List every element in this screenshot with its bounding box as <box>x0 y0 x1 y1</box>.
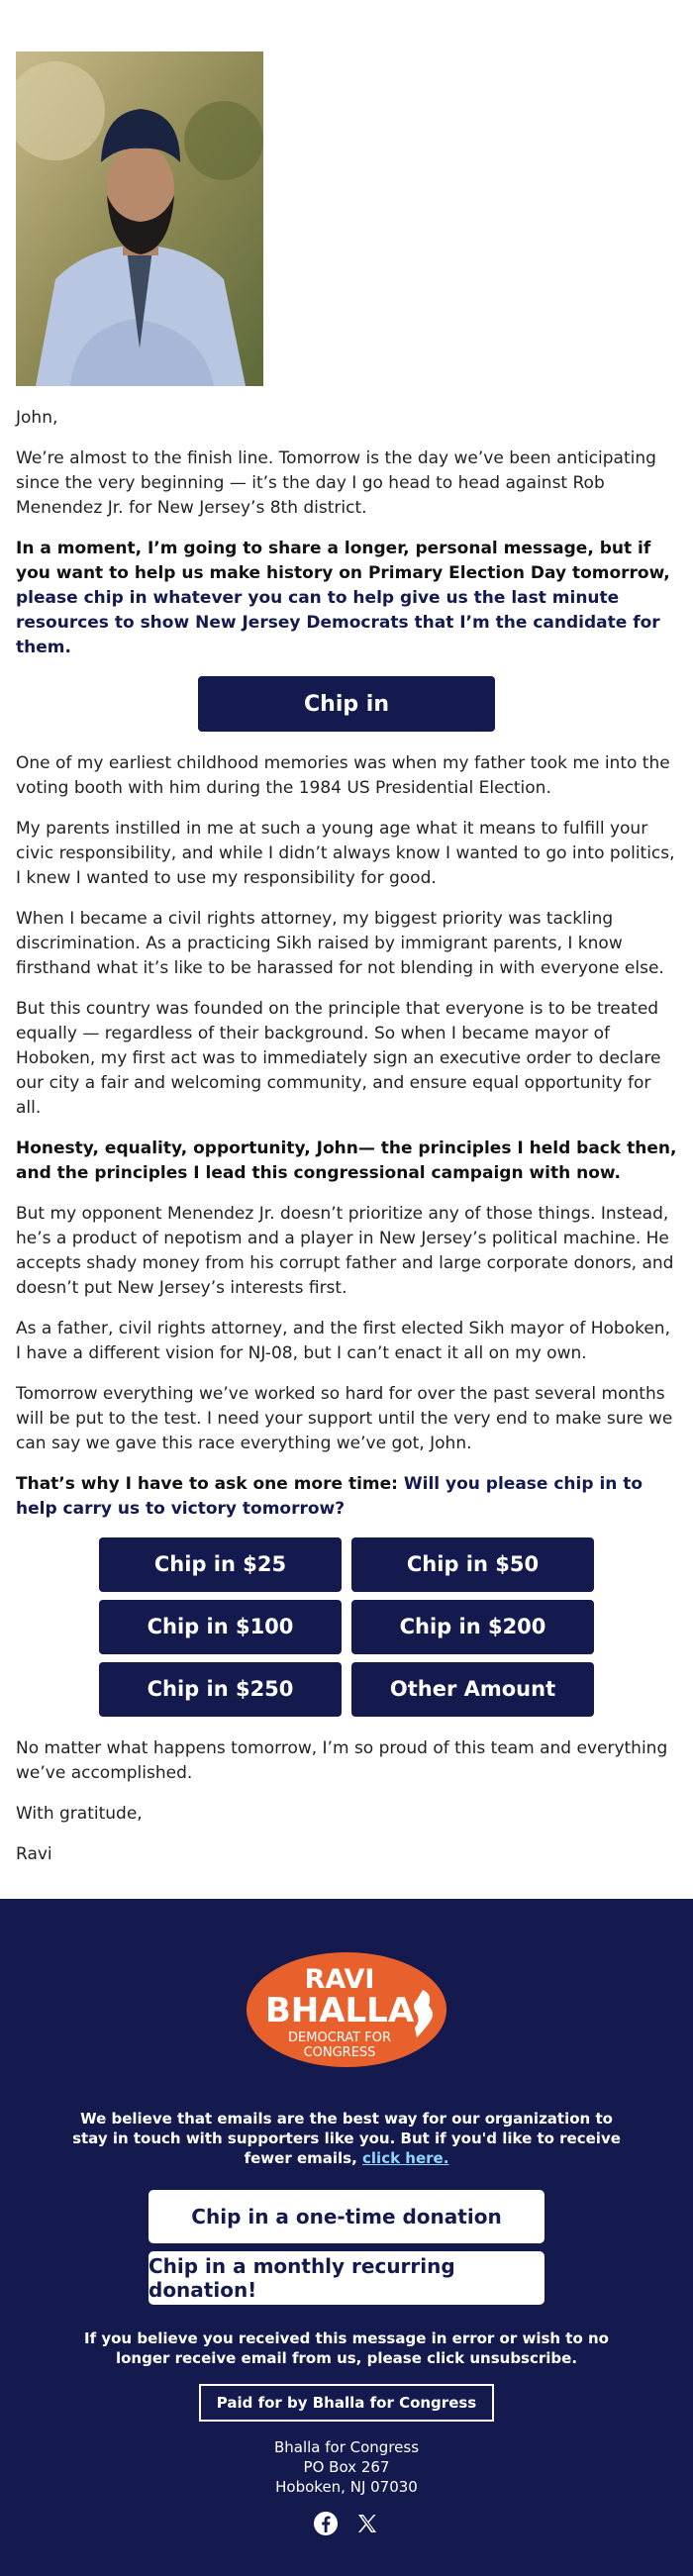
greeting: John, <box>16 408 58 428</box>
fewer-emails-link[interactable]: click here. <box>362 2149 449 2167</box>
signoff: With gratitude, <box>16 1804 143 1824</box>
final-ask-bold-text: That’s why I have to ask one more time: <box>16 1474 404 1494</box>
paragraph-intro: We’re almost to the finish line. Tomorrow is the day we’ve been anticipating since the very beginning — it’s the day I go head to head against Rob Menendez Jr. for New Jersey’s 8th district. <box>16 448 656 518</box>
paragraph-ask <box>16 537 677 660</box>
paragraph-equality: But this country was founded on the principle that everyone is to be treated equally — regardless of their background. So when I became mayor of Hoboken, my first act was to immediately sign an executive order to declare our city a fair and welcoming community, and ensure equal opportunity for all. <box>16 999 661 1118</box>
paragraph-childhood: One of my earliest childhood memories was when my father took me into the voting booth with him during the 1984 US Presidential Election. <box>16 753 670 798</box>
paragraph-opponent: But my opponent Menendez Jr. doesn’t prioritize any of those things. Instead, he’s a product of nepotism and a player in New Jersey’s political machine. He accepts shady money from his corrupt father and large corporate donors, and doesn’t put New Jersey’s interests first. <box>16 1204 674 1298</box>
logo-ravi: RAVI <box>304 1964 375 1995</box>
x-twitter-icon[interactable] <box>354 2511 380 2536</box>
other-amount-button[interactable]: Other Amount <box>351 1662 594 1717</box>
facebook-icon[interactable] <box>313 2511 339 2536</box>
chip-in-wrapper <box>16 676 677 732</box>
chip-in-100-button[interactable]: Chip in $100 <box>99 1600 342 1654</box>
signature: Ravi <box>16 1844 52 1864</box>
chip-in-50-button[interactable]: Chip in $50 <box>351 1537 594 1592</box>
address-line-2: PO Box 267 <box>303 2458 390 2476</box>
mailing-address <box>274 2437 419 2497</box>
unsubscribe-note[interactable]: If you believe you received this message in error or wish to no longer receive email from us, please click unsubscribe. <box>84 2329 609 2367</box>
chip-in-200-button[interactable]: Chip in $200 <box>351 1600 594 1654</box>
ask-bold-text: In a moment, I’m going to share a longer, personal message, but if you want to help us make history on Primary Election Day tomorrow, <box>16 539 670 583</box>
campaign-logo <box>245 1950 448 2069</box>
candidate-portrait <box>16 51 263 386</box>
paid-for-disclaimer: Paid for by Bhalla for Congress <box>199 2384 494 2422</box>
logo-democrat-for: DEMOCRAT FOR <box>288 2031 391 2045</box>
final-ask-link-text[interactable]: Will you please chip in to help carry us to victory tomorrow? <box>16 1474 644 1519</box>
paragraph-principles: Honesty, equality, opportunity, John— the principles I held back then, and the principles I lead this congressional campaign with now. <box>16 1139 677 1183</box>
paragraph-closing: No matter what happens tomorrow, I’m so proud of this team and everything we’ve accomplished. <box>16 1738 668 1783</box>
one-time-donation-button[interactable]: Chip in a one-time donation <box>148 2190 544 2243</box>
chip-in-250-button[interactable]: Chip in $250 <box>99 1662 342 1717</box>
chip-in-25-button[interactable]: Chip in $25 <box>99 1537 342 1592</box>
logo-bhalla: BHALLA <box>264 1991 415 2031</box>
address-line-3: Hoboken, NJ 07030 <box>275 2478 418 2496</box>
email-preferences-text: We believe that emails are the best way for our organization to stay in touch with supporters like you. But if you'd like to receive fewer emails, <box>72 2110 621 2167</box>
social-links <box>313 2511 380 2536</box>
paragraph-tomorrow: Tomorrow everything we’ve worked so hard for over the past several months will be put to the test. I need your support until the very end to make sure we can say we gave this race everything we’ve got, John. <box>16 1384 673 1453</box>
paragraph-vision: As a father, civil rights attorney, and the first elected Sikh mayor of Hoboken, I have a different vision for NJ-08, but I can’t enact it all on my own. <box>16 1319 670 1363</box>
logo-congress: CONGRESS <box>303 2045 376 2060</box>
address-line-1: Bhalla for Congress <box>273 2438 420 2456</box>
email-preferences-note <box>69 2109 624 2168</box>
paragraph-final-ask <box>16 1472 677 1522</box>
paragraph-parents: My parents instilled in me at such a young age what it means to fulfill your civic responsibility, and while I didn’t always know I wanted to go into politics, I knew I wanted to use my responsibility for good. <box>16 819 675 888</box>
paragraph-civil-rights: When I became a civil rights attorney, my biggest priority was tackling discrimination. As a practicing Sikh raised by immigrant parents, I know firsthand what it’s like to be harassed for not blending in with everyone else. <box>16 909 664 978</box>
footer <box>0 1899 693 2576</box>
ask-link-text[interactable]: please chip in whatever you can to help give us the last minute resources to show New Jersey Democrats that I’m the candidate for them. <box>16 588 660 657</box>
monthly-donation-button[interactable]: Chip in a monthly recurring donation! <box>148 2251 544 2305</box>
chip-in-button[interactable]: Chip in <box>198 676 495 732</box>
donation-amount-grid <box>16 1537 677 1717</box>
